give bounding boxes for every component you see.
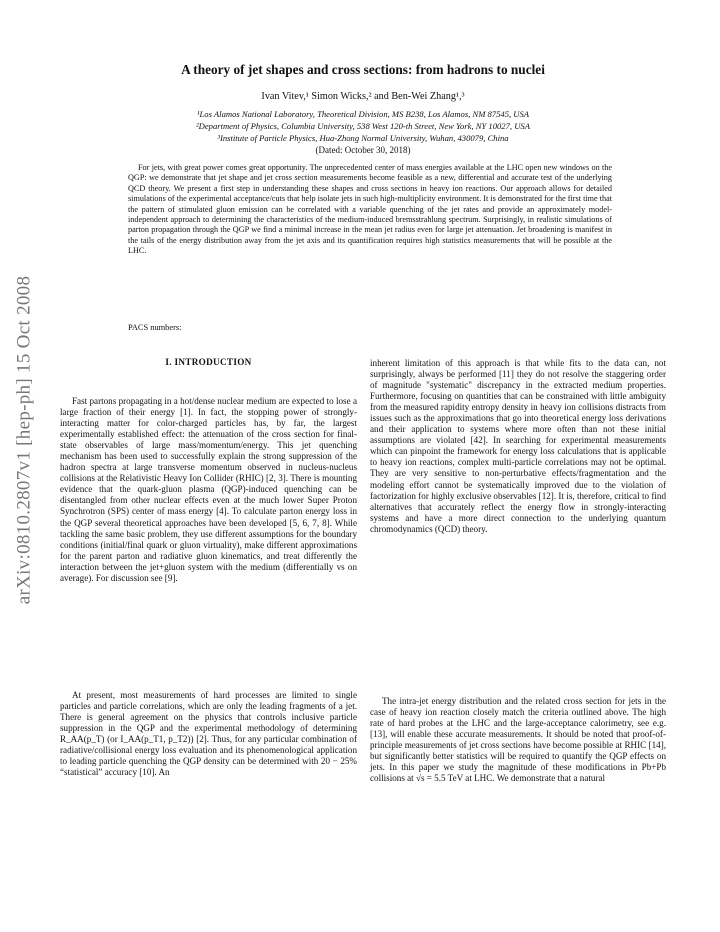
body-paragraph: The intra-jet energy distribution and the related cross section for jets in the case of heavy ion reaction closely match the criteria outlined above. The high rate of hard probes at the LHC and the large-acceptance calorimetry, see e.g. [13], will enable these accurate measurements. It should be noted that proof-of-principle measurements of jet cross sections have become possible at RHIC [14], but significantly better statistics will be required to quantify the QGP effects on jets. In this paper we study the magnitude of these modifications in Pb+Pb collisions at √s = 5.5 TeV at LHC. We demonstrate that a natural [370,696,666,784]
left-column-paragraph-2 [60,690,357,778]
affiliation-3: ³Institute of Particle Physics, Hua-Zhong Normal University, Wuhan, 430079, China [217,133,509,143]
affiliation-1: ¹Los Alamos National Laboratory, Theoretical Division, MS B238, Los Alamos, NM 87545, USA [196,109,530,119]
right-column-paragraph-1 [370,358,666,535]
left-column-paragraph-1 [60,396,357,584]
right-column-paragraph-2 [370,696,666,784]
abstract: For jets, with great power comes great opportunity. The unprecedented center of mass energies available at the LHC open new windows on the QGP: we demonstrate that jet shape and jet cross section measurements become feasible as a new, differential and accurate test of the underlying QCD theory. We present a first step in understanding these shapes and cross sections in heavy ion reactions. Our approach allows for detailed simulations of the experimental acceptance/cuts that help isolate jets in such high-multiplicity environment. It is demonstrated for the first time that the pattern of stimulated gluon emission can be correlated with a variable quenching of the jet rates and provide an approximately model-independent approach to determining the characteristics of the medium-induced bremsstrahlung spectrum. Surprisingly, in realistic simulations of parton propagation through the QGP we find a minimal increase in the mean jet radius even for large jet attenuation. Jet broadening is manifest in the tails of the energy distribution away from the jet axis and its quantification requires high statistics measurements that will be possible at the LHC. [128,163,612,256]
affiliation-2: ²Department of Physics, Columbia University, 538 West 120-th Street, New York, NY 10027, USA [196,121,530,131]
date-line: (Dated: October 30, 2018) [315,145,411,155]
paper-title: A theory of jet shapes and cross sections: from hadrons to nuclei [181,62,545,77]
body-paragraph: inherent limitation of this approach is that while fits to the data can, not surprisingly, always be performed [11] they do not resolve the staggering order of magnitude "systematic" discrepancy in the extracted medium properties. Furthermore, focusing on quantities that can be constrained with little ambiguity from the measured rapidity entropy density in heavy ion collisions distracts from issues such as the approximations that go into theoretical energy loss derivations and their application to systems where more often than not these initial assumptions are violated [42]. In searching for experimental measurements which can pinpoint the framework for energy loss calculations that is applicable to heavy ion reactions, complex multi-particle correlations may not be optimal. They are very sensitive to non-perturbative effects/fragmentation and the modeling effort cannot be systematically improved due to the violation of factorization for highly exclusive observables [12]. It is, therefore, critical to find alternatives that accurately reflect the energy flow in strongly-interacting systems and have a more direct connection to the underlying quantum chromodynamics (QCD) theory. [370,358,666,534]
affiliations [60,108,666,144]
author-list: Ivan Vitev,¹ Simon Wicks,² and Ben-Wei Zhang¹,³ [261,91,465,102]
arxiv-stamp [4,210,44,670]
pacs-numbers: PACS numbers: [128,323,182,332]
body-paragraph: Fast partons propagating in a hot/dense nuclear medium are expected to lose a large fraction of their energy [1]. In fact, the stopping power of strongly-interacting matter for color-charged particles has, by far, the largest experimentally established effect: the attenuation of the cross section for final-state observables of large mass/momentum/energy. This jet quenching mechanism has been used to successfully explain the strong suppression of the hadron spectra at large transverse momentum observed in nucleus-nucleus collisions at the Relativistic Heavy Ion Collider (RHIC) [2, 3]. There is mounting evidence that the quark-gluon plasma (QGP)-induced quenching can be disentangled from other nuclear effects even at the much lower Super Proton Synchrotron (SPS) center of mass energy [4]. To calculate parton energy loss in the QGP several theoretical approaches have been developed [5, 6, 7, 8]. While tackling the same basic problem, they use different assumptions for the boundary conditions (initial/final quark or gluon virtuality), make different approximations for the parent parton and radiative gluon kinematics, and treat differently the interaction between the jet+gluon system with the medium (differentially vs on average). For discussion see [9]. [60,396,357,583]
arxiv-stamp-text: arXiv:0810.2807v1 [hep-ph] 15 Oct 2008 [13,275,35,605]
section-heading: I. INTRODUCTION [165,357,252,367]
body-paragraph: At present, most measurements of hard processes are limited to single particles and particle correlations, which are only the leading fragments of a jet. There is general agreement on the physics that controls inclusive particle suppression in the QGP and the experimental methodology of determining R_AA(p_T) (or I_AA(p_T1, p_T2)) [2]. Thus, for any particular combination of radiative/collisional energy loss evaluation and its phenomenological application to leading particle quenching the QGP density can be determined with 20 − 25% “statistical” accuracy [10]. An [60,690,357,778]
